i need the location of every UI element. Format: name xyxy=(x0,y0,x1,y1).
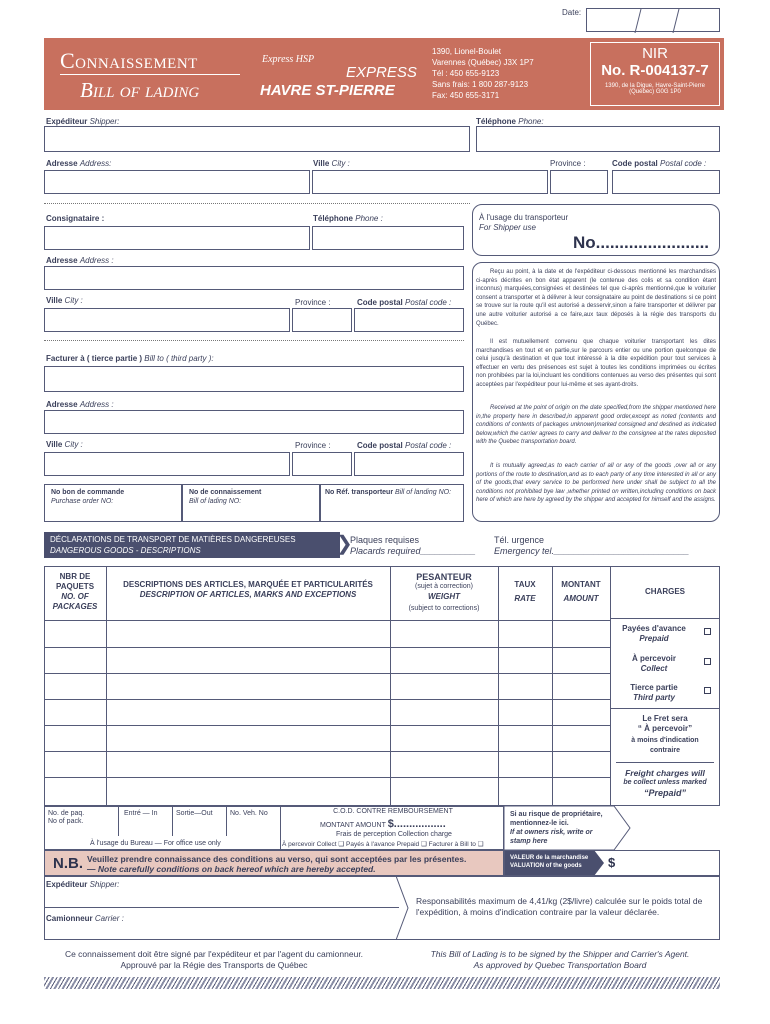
carrier-signature-field[interactable] xyxy=(110,910,396,938)
date-label: Date: xyxy=(562,8,582,17)
shipper-phone-label: Téléphone Phone: xyxy=(476,117,544,126)
dangerous-goods-bar: DÉCLARATIONS DE TRANSPORT DE MATIÈRES DANGEREUSES DANGEROUS GOODS - DESCRIPTIONS xyxy=(44,532,340,558)
owner-risk-box[interactable]: Si au risque de propriétaire, mentionnez-le ici. If at owners risk, write or stamp here xyxy=(504,806,614,850)
billto-city-label: Ville City : xyxy=(46,440,83,449)
vehicle-label: No. Veh. No xyxy=(230,810,268,817)
consignee-city-label: Ville City : xyxy=(46,296,83,305)
carrier-use-box: À l'usage du transporteur For Shipper use No........................ xyxy=(472,204,720,256)
emergency-field[interactable]: Emergency tel.___________________________ xyxy=(494,546,690,556)
third-party-checkbox[interactable] xyxy=(704,687,711,694)
consignee-field[interactable] xyxy=(44,226,310,250)
express-label: EXPRESS xyxy=(346,64,417,81)
freight-note-fr: Le Fret sera “ À percevoir” à moins d'indication contraire xyxy=(631,714,699,754)
shipper-city-field[interactable] xyxy=(312,170,548,194)
shipper-address-label: Adresse Address: xyxy=(46,159,112,168)
consignee-province-label: Province : xyxy=(295,298,331,307)
shipper-signature-field[interactable] xyxy=(110,878,396,906)
shipper-sign-label: Expéditeur Shipper: xyxy=(46,880,120,889)
office-use-label: À l'usage du Bureau — For office use only xyxy=(90,840,221,847)
date-field[interactable] xyxy=(586,8,720,32)
consignee-province-field[interactable] xyxy=(292,308,352,332)
consignee-label: Consignataire : xyxy=(46,214,105,223)
nb-label: N.B. xyxy=(53,855,83,872)
carrier-sign-label: Camionneur Carrier : xyxy=(46,914,124,923)
nb-text-fr: Veuillez prendre connaissance des conditions au verso, qui sont acceptées par les présentes. xyxy=(87,854,467,864)
title-rule xyxy=(60,74,240,75)
chevron-right-icon: ❯ xyxy=(336,533,353,555)
carrier-no: No........................ xyxy=(573,233,710,252)
shipper-city-label: Ville City : xyxy=(313,159,350,168)
cod-fee-label: Frais de perception Collection charge xyxy=(336,831,452,838)
shipper-field[interactable] xyxy=(44,126,470,152)
emergency-label: Tél. urgence xyxy=(494,535,545,545)
col-description: DESCRIPTIONS DES ARTICLES, MARQUÉE ET PARTICULARITÉS DESCRIPTION OF ARTICLES, MARKS AND EXCEPTIONS xyxy=(123,580,373,599)
title-fr: Connaissement xyxy=(60,48,198,73)
consignee-postal-field[interactable] xyxy=(354,308,464,332)
company-address: 1390, Lionel-Boulet Varennes (Québec) J3X 1P7 Tél : 450 655-9123 Sans frais: 1 800 287-9123 Fax: 450 655-3171 xyxy=(432,47,534,100)
billto-province-field[interactable] xyxy=(292,452,352,476)
prepaid-option: Payées d'avance Prepaid xyxy=(622,624,686,643)
billto-address-label: Adresse Address : xyxy=(46,400,114,409)
shipper-province-field[interactable] xyxy=(550,170,608,194)
shipper-postal-label: Code postal Postal code : xyxy=(612,159,707,168)
billto-label: Facturer à ( tierce partie ) Bill to ( third party ): xyxy=(46,354,214,363)
billto-province-label: Province : xyxy=(295,441,331,450)
nir-box: NIR No. R-004137-7 1390, de la Digue, Havre-Saint-Pierre (Québec) G0G 1P0 xyxy=(590,42,720,106)
cod-label: C.O.D. CONTRE REMBOURSEMENT xyxy=(333,808,453,815)
placards-label: Plaques requises xyxy=(350,535,420,545)
cod-amount-label: MONTANT AMOUNT $................. xyxy=(320,818,446,830)
billto-field[interactable] xyxy=(44,366,464,392)
collect-option: À percevoir Collect xyxy=(631,654,677,673)
billto-postal-field[interactable] xyxy=(354,452,464,476)
valuation-box[interactable]: VALEUR de la marchandise VALUATION of the goods $ xyxy=(504,850,720,876)
po-field[interactable]: No bon de commande Purchase order NO: xyxy=(44,484,182,522)
bol-field[interactable]: No de connaissement Bill of lading NO: xyxy=(182,484,320,522)
nb-bar xyxy=(44,850,504,876)
col-rate: TAUX RATE xyxy=(514,580,536,603)
consignee-address-label: Adresse Address : xyxy=(46,256,114,265)
signature-divider xyxy=(396,876,412,940)
in-label: Entré — In xyxy=(124,810,158,817)
shipper-postal-field[interactable] xyxy=(612,170,720,194)
billto-postal-label: Code postal Postal code : xyxy=(357,441,452,450)
bottom-note-fr: Ce connaissement doit être signé par l'expéditeur et par l'agent du camionneur. Approuvé par la Régie des Transports de Québec xyxy=(64,949,364,970)
placards-field[interactable]: Placards required___________ xyxy=(350,546,476,556)
consignee-phone-field[interactable] xyxy=(312,226,464,250)
company-name: HAVRE ST-PIERRE xyxy=(260,82,395,99)
shipper-label: Expéditeur Shipper: xyxy=(46,117,120,126)
terms-fr-2: Il est mutuellement convenu que chaque voiturier transportant les dites marchandises en tout et en partie,sur le parcours entier ou une portion quelconque de celui jusqu'à destination et que tout intéressé à la dite expédition pour tout services à effectuer en vertu des présences est sujet à toutes les conditions imprimées ou écrites non prohibées par la loi,incluant les conditions contenues au verso des présentes qui sont acceptées par l'expéditeur pour lui-même et ses ayant-droits. xyxy=(476,339,716,388)
security-strip xyxy=(44,977,720,989)
consignee-address-field[interactable] xyxy=(44,266,464,290)
liability-note: Responsabilités maximum de 4,41/kg (2$/livre) calculée sur le poids total de l'expédition, à moins d'indication contraire par la valeur déclarée. xyxy=(416,896,703,917)
terms-fr-1: Reçu au point, à la date et de l'expéditeur ci-dessous mentionné les marchandises ci-après décrites en bon état apparent (le contenue des colis et sa condition étant inconnus) marquées,consignées et destinées tel que ci-après mentionné,que le voiturier consent a transporter et à délivrer à leur consignataire au point de destinations si ce point se trouve sur la route qu'il est autorisé a desservir,sinon a faire transporter et délivrer par une autre voiturier autorisé a ce faire,aux taux déposés à la régie des transports du Québec. xyxy=(476,269,716,327)
nb-text-en: — Note carefully conditions on back hereof which are hereby accepted. xyxy=(87,864,376,874)
col-weight: PESANTEUR (sujet à correction) WEIGHT (subject to corrections) xyxy=(408,572,480,612)
shipper-address-field[interactable] xyxy=(44,170,310,194)
col-charges: CHARGES xyxy=(644,587,685,596)
separator xyxy=(44,203,470,204)
consignee-phone-label: Téléphone Phone : xyxy=(313,214,383,223)
shipper-province-label: Province : xyxy=(550,159,586,168)
out-label: Sortie—Out xyxy=(176,810,213,817)
freight-note-en: Freight charges will be collect unless marked “Prepaid” xyxy=(623,768,707,798)
nir-number: No. R-004137-7 xyxy=(601,62,709,79)
carrier-ref-field[interactable]: No Réf. transporteur Bill of landing NO: xyxy=(320,484,464,522)
separator xyxy=(44,340,464,341)
prepaid-checkbox[interactable] xyxy=(704,628,711,635)
consignee-postal-label: Code postal Postal code : xyxy=(357,298,452,307)
bottom-note-en: This Bill of Lading is to be signed by the Shipper and Carrier's Agent. As approved by Quebec Transportation Board xyxy=(430,949,690,970)
nir-label: NIR xyxy=(642,45,668,62)
collect-checkbox[interactable] xyxy=(704,658,711,665)
third-party-option: Tierce partie Third party xyxy=(630,683,678,702)
consignee-city-field[interactable] xyxy=(44,308,290,332)
terms-en-1: Received at the point of origin on the date specified,from the shipper mentioned here in,the property here in described,in apparent good order,except as noted (contents and conditions of contents of packages unknown)marked consigned and destined as indicated below,which the carrier agrees to carry and deliver to the consignee at the rates deposited with the Quebec transportation board. xyxy=(476,405,716,446)
col-packages: NBR DE PAQUETS NO. OF PACKAGES xyxy=(52,572,98,611)
title-en: Bill of lading xyxy=(80,78,200,102)
billto-address-field[interactable] xyxy=(44,410,464,434)
terms-en-2: It is mutually agreed,as to each carrier of all or any of the goods ,over all or any portions of the route to destination,and as to each party of any time interested in all or any of the goods,that every service to be performed here under shall be subject to all the conditions not prohibited bye law ,whether printed on written,including conditions on back here of which are here by agreed by the shipper and accepted for himself and the assigns. xyxy=(476,463,716,504)
col-amount: MONTANT AMOUNT xyxy=(561,580,601,603)
company-logo: Express HSP xyxy=(262,54,315,65)
cod-amount-field[interactable]: $................. xyxy=(387,818,446,830)
shipper-phone-field[interactable] xyxy=(476,126,720,152)
npac-label: No. de paq. No of pack. xyxy=(48,810,85,825)
billto-city-field[interactable] xyxy=(44,452,290,476)
cod-options[interactable]: À percevoir Collect ❑ Payés à l'avance Prepaid ❑ Facturer à Bill to ❑ xyxy=(282,841,484,848)
